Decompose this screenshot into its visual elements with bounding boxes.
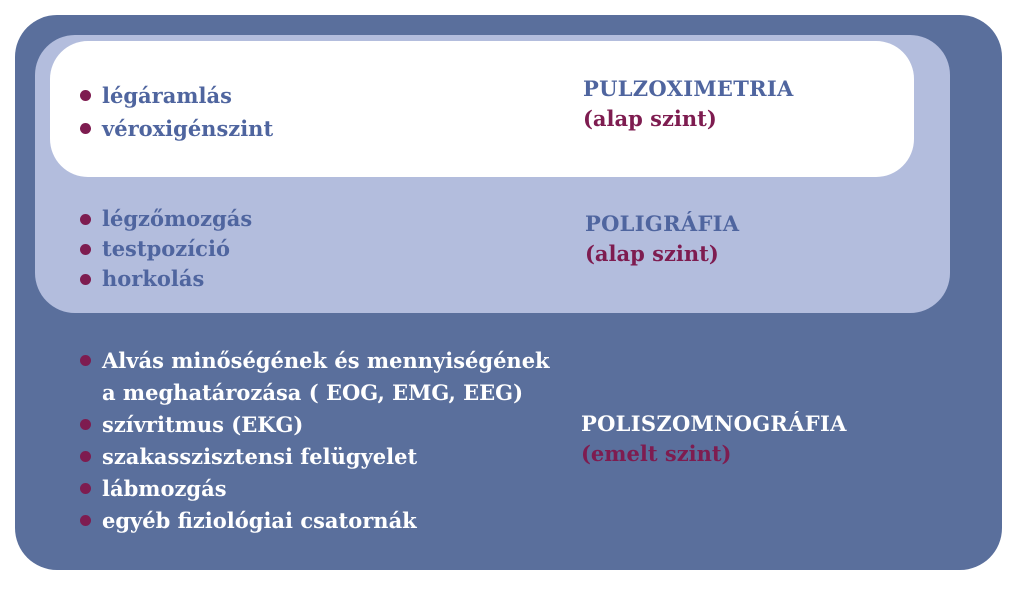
list-item [80, 505, 550, 537]
list-item [80, 234, 252, 264]
list-item [80, 79, 273, 112]
list-item-label: szívritmus (EKG) [102, 412, 304, 437]
list-item-label: a meghatározása ( EOG, EMG, EEG) [102, 380, 524, 405]
level-subtitle: (alap szint) [585, 241, 719, 266]
list-item-label: szakasszisztensi felügyelet [102, 444, 418, 469]
level-title: PULZOXIMETRIA [583, 76, 794, 101]
list-item-label: légzőmozgás [102, 206, 253, 231]
polysomnography-item-list [80, 345, 550, 537]
bullet-icon [80, 244, 91, 255]
list-item-label: horkolás [102, 266, 205, 291]
bullet-icon [80, 90, 91, 101]
list-item [80, 204, 252, 234]
list-item-label: testpozíció [102, 236, 230, 261]
pulse-oximetry-item-list [80, 79, 273, 145]
list-item-label: Alvás minőségének és mennyiségének [102, 348, 550, 373]
bullet-icon [80, 419, 91, 430]
level-subtitle: (alap szint) [583, 106, 717, 131]
level-subtitle: (emelt szint) [581, 441, 732, 466]
polygraphy-label [585, 209, 739, 269]
bullet-icon [80, 515, 91, 526]
bullet-icon [80, 451, 91, 462]
bullet-icon [80, 214, 91, 225]
polysomnography-label [581, 409, 847, 469]
list-item [80, 441, 550, 473]
list-item-label: légáramlás [102, 83, 232, 108]
level-title: POLIGRÁFIA [585, 211, 740, 236]
list-item [80, 264, 252, 294]
list-item [80, 473, 550, 505]
list-item-label: lábmozgás [102, 476, 227, 501]
bullet-icon [80, 274, 91, 285]
bullet-icon [80, 483, 91, 494]
bullet-icon [80, 355, 91, 366]
list-item-label: egyéb fiziológiai csatornák [102, 508, 417, 533]
level-title: POLISZOMNOGRÁFIA [581, 411, 847, 436]
list-item [80, 409, 550, 441]
bullet-icon [80, 123, 91, 134]
list-item-continuation [80, 377, 550, 409]
pulse-oximetry-label [583, 74, 794, 134]
list-item-label: véroxigénszint [102, 116, 274, 141]
list-item [80, 345, 550, 377]
list-item [80, 112, 273, 145]
polygraphy-item-list [80, 204, 252, 294]
